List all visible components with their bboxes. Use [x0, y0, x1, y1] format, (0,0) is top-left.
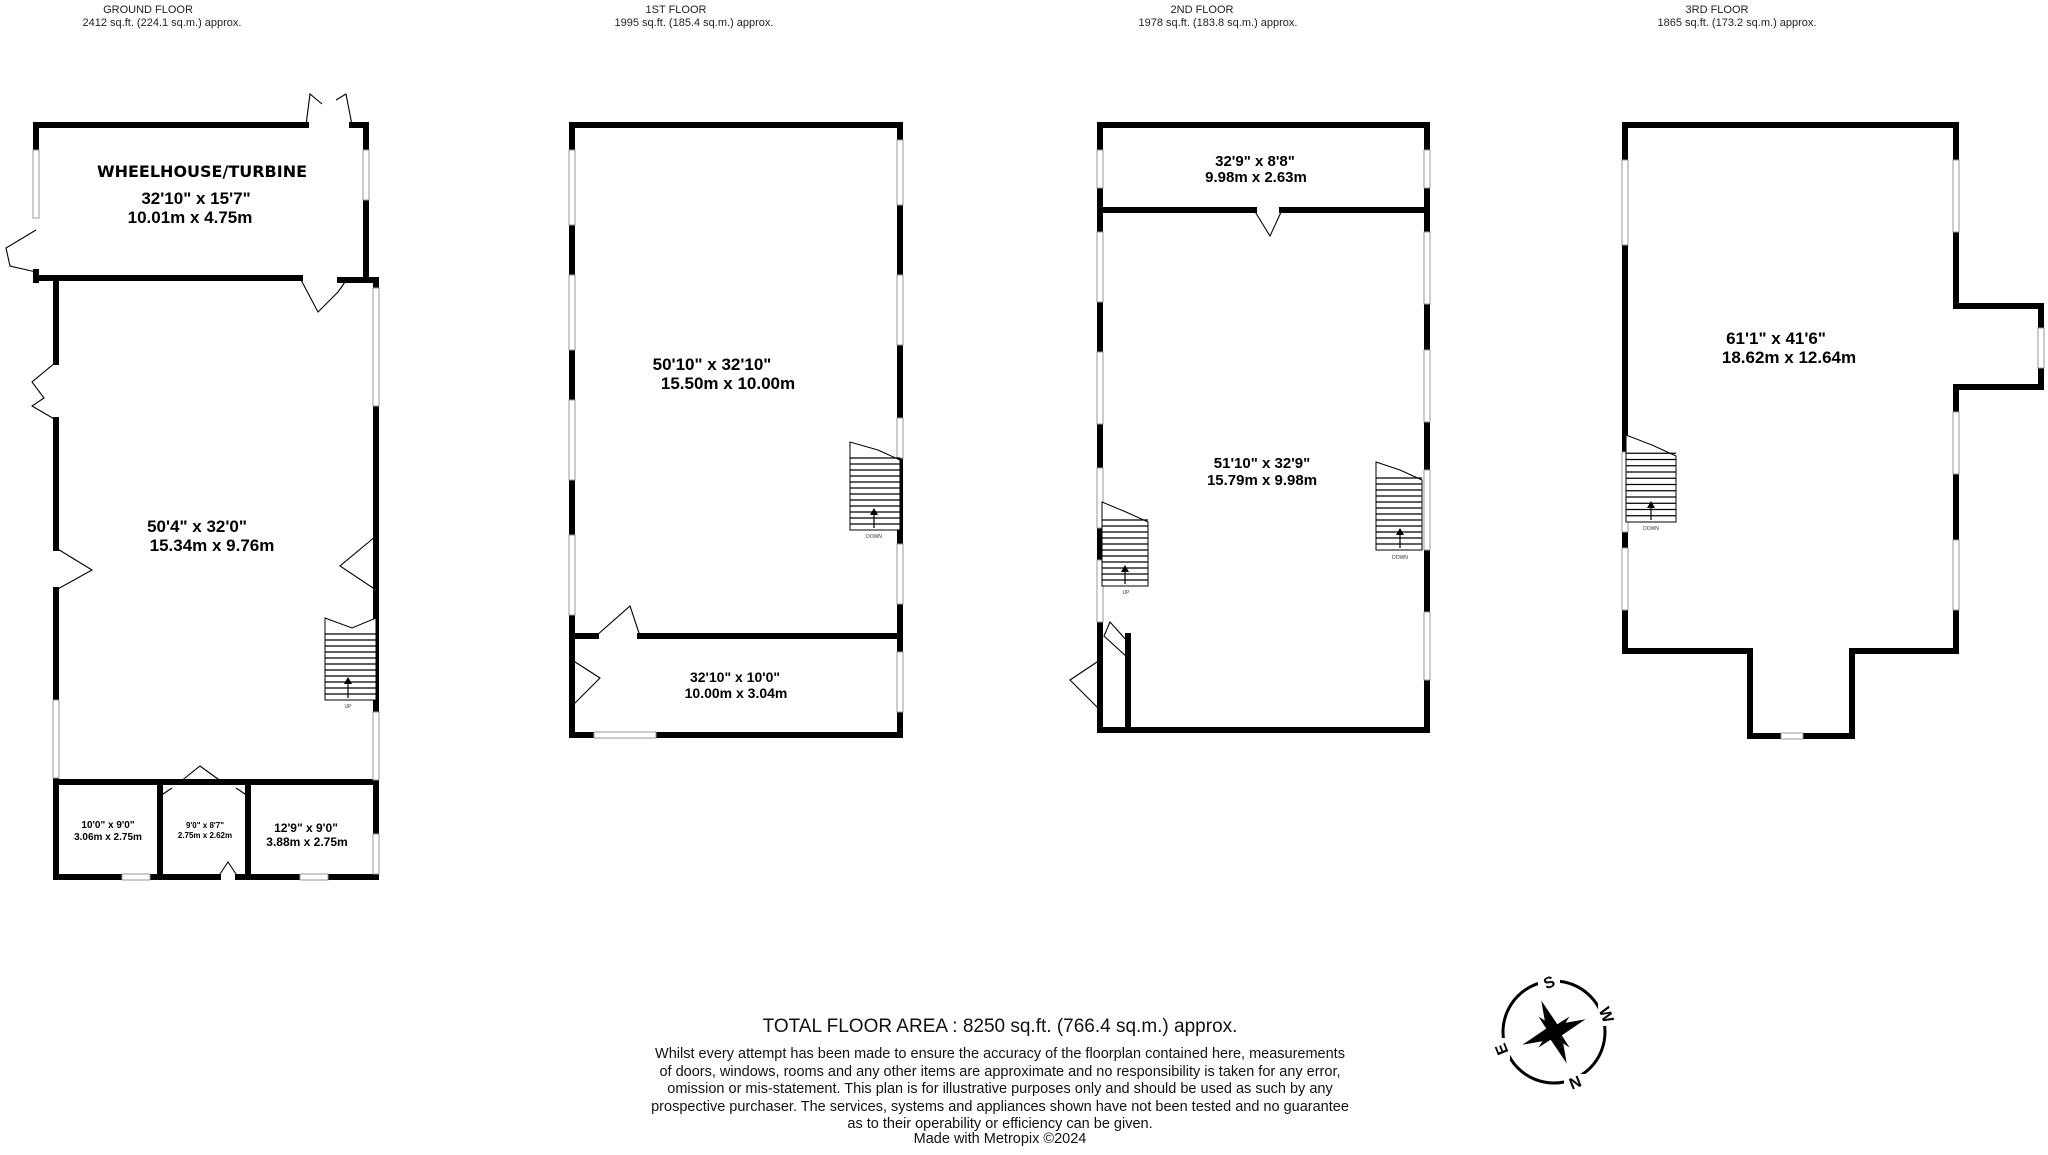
ground-floor-area: 2412 sq.ft. (224.1 sq.m.) approx.: [82, 17, 242, 29]
stairs-up: [325, 618, 376, 710]
stairs-up-second-label: UP: [1122, 590, 1130, 596]
ground-floor-title: GROUND FLOOR: [103, 4, 193, 16]
disclaimer: [600, 1046, 1400, 1134]
total-floor-area: TOTAL FLOOR AREA : 8250 sq.ft. (766.4 sq.m.) approx.: [762, 1016, 1238, 1037]
first-main-metric: 15.50m x 10.00m: [660, 374, 796, 393]
stairs-down-second-label: DOWN: [1392, 555, 1408, 561]
stairs-up-second: [1102, 502, 1148, 596]
ground-small-2-metric: 2.75m x 2.62m: [177, 831, 233, 840]
stairs-down-label: DOWN: [866, 534, 882, 540]
disclaimer-line: omission or mis-statement. This plan is for illustrative purposes only and should be used as such by any: [667, 1081, 1333, 1097]
second-upper-imperial: 32'9" x 8'8": [1215, 153, 1295, 170]
second-floor-area: 1978 sq.ft. (183.8 sq.m.) approx.: [1138, 17, 1298, 29]
first-floor-plan: [569, 125, 903, 738]
stairs-down-third: [1626, 435, 1676, 532]
third-main-metric: 18.62m x 12.64m: [1721, 348, 1857, 367]
stairs-down: [850, 442, 900, 540]
first-main-imperial: 50'10" x 32'10": [652, 355, 772, 374]
made-with-credit: Made with Metropix ©2024: [913, 1131, 1087, 1147]
third-main-imperial: 61'1" x 41'6": [1726, 329, 1826, 348]
disclaimer-line: as to their operability or efficiency can be given.: [847, 1116, 1153, 1132]
ground-main-imperial: 50'4" x 32'0": [147, 517, 247, 536]
ground-small-3-imperial: 12'9" x 9'0": [274, 821, 338, 835]
first-floor-title: 1ST FLOOR: [645, 4, 707, 16]
ground-small-1-metric: 3.06m x 2.75m: [74, 832, 142, 843]
third-floor-area: 1865 sq.ft. (173.2 sq.m.) approx.: [1657, 17, 1817, 29]
compass-w: W: [1594, 1004, 1617, 1026]
wheelhouse-metric: 10.01m x 4.75m: [127, 208, 253, 227]
stairs-down-second: [1376, 462, 1422, 561]
second-upper-metric: 9.98m x 2.63m: [1205, 169, 1307, 186]
ground-small-3-metric: 3.88m x 2.75m: [266, 835, 348, 849]
ground-main-metric: 15.34m x 9.76m: [149, 536, 275, 555]
ground-small-1-imperial: 10'0" x 9'0": [81, 820, 135, 831]
first-floor-area: 1995 sq.ft. (185.4 sq.m.) approx.: [614, 17, 774, 29]
compass-n: N: [1567, 1073, 1585, 1094]
disclaimer-line: prospective purchaser. The services, systems and appliances shown have not been tested and no guarantee: [651, 1098, 1349, 1115]
stairs-up-label: UP: [344, 704, 352, 710]
wheelhouse-name: WHEELHOUSE/TURBINE: [96, 162, 308, 181]
first-lower-metric: 10.00m x 3.04m: [684, 685, 788, 701]
wheelhouse-imperial: 32'10" x 15'7": [141, 189, 251, 208]
disclaimer-line: of doors, windows, rooms and any other items are approximate and no responsibility is taken for any error,: [659, 1063, 1341, 1080]
ground-small-2-imperial: 9'0" x 8'7": [185, 821, 225, 830]
second-main-imperial: 51'10" x 32'9": [1213, 455, 1311, 472]
second-floor-title: 2ND FLOOR: [1170, 4, 1234, 16]
compass-e: E: [1492, 1040, 1513, 1057]
first-lower-imperial: 32'10" x 10'0": [689, 669, 781, 685]
stairs-down-third-label: DOWN: [1643, 526, 1659, 532]
compass-icon: [1492, 973, 1616, 1093]
second-main-metric: 15.79m x 9.98m: [1206, 472, 1318, 489]
third-floor-plan: [1622, 125, 2044, 739]
second-floor-plan: [1070, 125, 1430, 730]
third-floor-title: 3RD FLOOR: [1685, 4, 1749, 16]
compass-s: S: [1541, 973, 1558, 994]
disclaimer-line: Whilst every attempt has been made to ensure the accuracy of the floorplan contained here, measurements: [655, 1046, 1345, 1062]
